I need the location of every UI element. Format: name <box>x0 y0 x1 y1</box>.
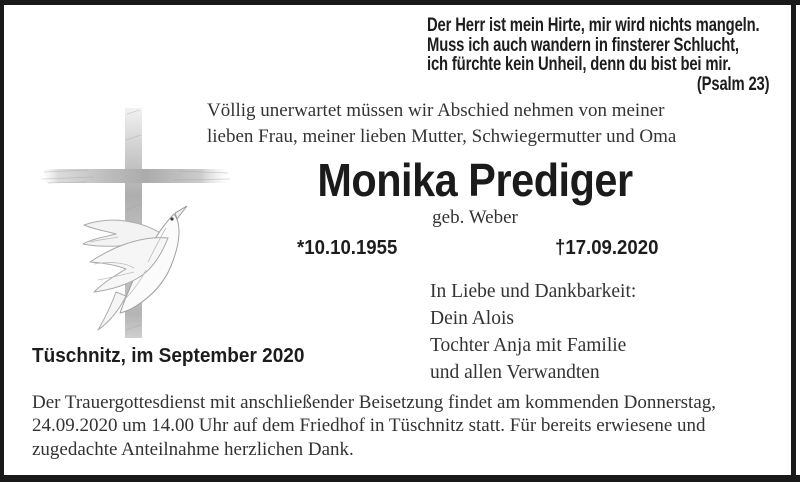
funeral-info <box>32 391 716 461</box>
scan-border-top <box>0 0 800 5</box>
psalm-quote <box>427 16 774 94</box>
cross-and-dove-icon <box>28 80 233 345</box>
mourners-line: In Liebe und Dankbarkeit: <box>430 281 637 302</box>
funeral-line: 24.09.2020 um 14.00 Uhr auf dem Friedhof in Tüschnitz statt. Für bereits erwiesene und <box>32 415 706 437</box>
deceased-name: Monika Prediger <box>317 154 633 206</box>
birth-date: *10.10.1955 <box>297 237 398 259</box>
mourners-line: Dein Alois <box>430 308 514 329</box>
maiden-name: geb. Weber <box>432 207 518 228</box>
scan-border-right <box>791 0 796 482</box>
death-date: †17.09.2020 <box>555 237 659 259</box>
intro-text <box>207 98 676 149</box>
intro-line: lieben Frau, meiner lieben Mutter, Schwiegermutter und Oma <box>207 125 677 147</box>
scan-border-left <box>0 0 4 482</box>
scan-border-bottom <box>0 475 800 482</box>
mourners-line: und allen Verwandten <box>430 362 600 383</box>
funeral-line: zugedachte Anteilnahme herzlichen Dank. <box>32 438 354 460</box>
psalm-quote-line: ich fürchte kein Unheil, denn du bist bei mir. <box>427 54 732 75</box>
place-and-date: Tüschnitz, im September 2020 <box>32 345 305 367</box>
psalm-attribution: (Psalm 23) <box>696 73 770 95</box>
mourners-line: Tochter Anja mit Familie <box>430 335 627 356</box>
mourners-block <box>430 278 636 386</box>
psalm-quote-line: Muss ich auch wandern in finsterer Schlucht, <box>427 34 739 56</box>
psalm-quote-line: Der Herr ist mein Hirte, mir wird nichts mangeln. <box>427 15 760 36</box>
intro-line: Völlig unerwartet müssen wir Abschied nehmen von meiner <box>207 100 665 121</box>
funeral-line: Der Trauergottesdienst mit anschließender Beisetzung findet am kommenden Donnerstag, <box>32 392 717 413</box>
